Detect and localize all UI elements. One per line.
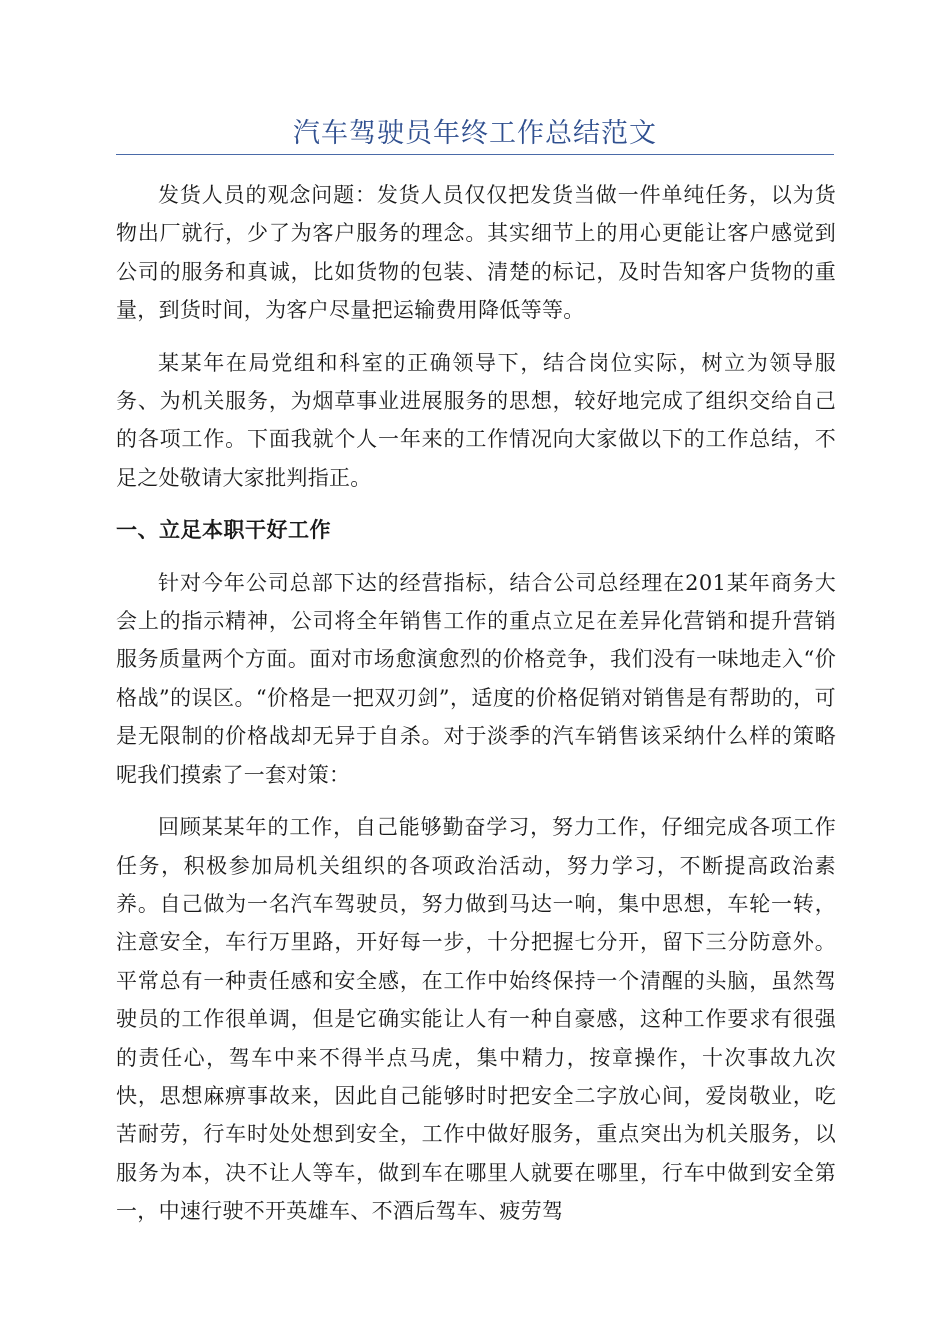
- body-paragraph: 某某年在局党组和科室的正确领导下，结合岗位实际，树立为领导服务、为机关服务，为烟草事业进展服务的思想，较好地完成了组织交给自己的各项工作。下面我就个人一年来的工作情况向大家做以下的工作总结，不足之处敬请大家批判指正。: [116, 350, 836, 490]
- document-title: 汽车驾驶员年终工作总结范文: [293, 118, 657, 149]
- title-underline: [116, 154, 834, 155]
- body-paragraph: 回顾某某年的工作，自己能够勤奋学习，努力工作，仔细完成各项工作任务，积极参加局机关组织的各项政治活动，努力学习，不断提高政治素养。自己做为一名汽车驾驶员，努力做到马达一响，集中思想，车轮一转，注意安全，车行万里路，开好每一步，十分把握七分开，留下三分防意外。平常总有一种责任感和安全感，在工作中始终保持一个清醒的头脑，虽然驾驶员的工作很单调，但是它确实能让人有一种自豪感，这种工作要求有很强的责任心，驾车中来不得半点马虎，集中精力，按章操作，十次事故九次快，思想麻痹事故来，因此自己能够时时把安全二字放心间，爱岗敬业，吃苦耐劳，行车时处处想到安全，工作中做好服务，重点突出为机关服务，以服务为本，决不让人等车，做到车在哪里人就要在哪里，行车中做到安全第一，中速行驶不开英雄车、不酒后驾车、疲劳驾: [116, 815, 836, 1224]
- body-paragraph: 发货人员的观念问题：发货人员仅仅把发货当做一件单纯任务，以为货物出厂就行，少了为客户服务的理念。其实细节上的用心更能让客户感觉到公司的服务和真诚，比如货物的包装、清楚的标记，及时告知客户货物的重量，到货时间，为客户尽量把运输费用降低等等。: [116, 183, 836, 323]
- section-heading: 一、立足本职干好工作: [116, 518, 331, 543]
- document-body: [116, 176, 836, 1245]
- body-paragraph: 针对今年公司总部下达的经营指标，结合公司总经理在201某年商务大会上的指示精神，公司将全年销售工作的重点立足在差异化营销和提升营销服务质量两个方面。面对市场愈演愈烈的价格竞争，我们没有一味地走入“价格战”的误区。“价格是一把双刃剑”，适度的价格促销对销售是有帮助的，可是无限制的价格战却无异于自杀。对于淡季的汽车销售该采纳什么样的策略呢我们摸索了一套对策：: [116, 570, 836, 787]
